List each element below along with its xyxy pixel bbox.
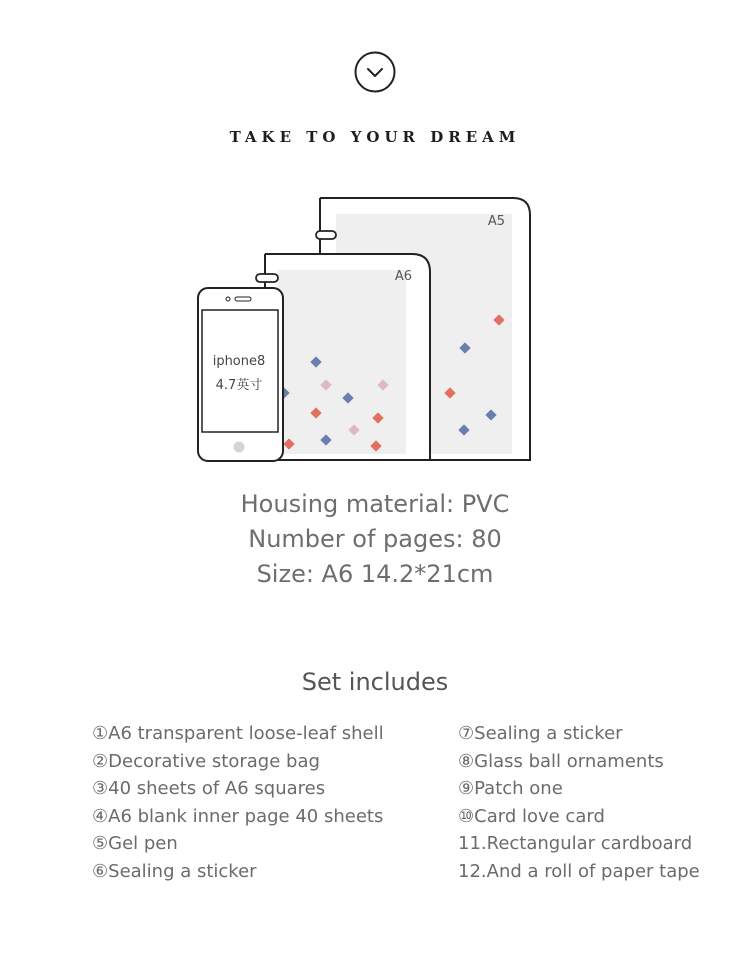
list-item: ⑦Sealing a sticker (458, 723, 623, 744)
spec-pages: Number of pages: 80 (248, 525, 502, 553)
list-item: ④A6 blank inner page 40 sheets (92, 805, 384, 827)
list-item: ⑥Sealing a sticker (92, 860, 257, 882)
list-item: ⑨Patch one (458, 778, 563, 799)
list-item: ⑩Card love card (458, 805, 605, 827)
includes-list-right (458, 720, 700, 885)
list-item: 11.Rectangular cardboard (458, 833, 693, 854)
phone-size-label: 4.7英寸 (215, 378, 263, 393)
phone-model-label: iphone8 (212, 354, 266, 369)
spec-material: Housing material: PVC (240, 490, 510, 518)
includes-list-left (92, 720, 384, 885)
set-includes-title: Set includes (301, 668, 449, 696)
list-item: ⑧Glass ball ornaments (458, 750, 664, 772)
spec-size: Size: A6 14.2*21cm (256, 560, 494, 588)
list-item: ①A6 transparent loose-leaf shell (92, 723, 384, 744)
chevron-down-icon[interactable] (354, 51, 396, 93)
list-item: ②Decorative storage bag (92, 750, 320, 772)
phone-icon (198, 288, 283, 461)
tagline: TAKE TO YOUR DREAM (229, 128, 521, 146)
list-item: ③40 sheets of A6 squares (92, 778, 326, 799)
list-item: 12.And a roll of paper tape (458, 860, 700, 882)
a5-label: A5 (487, 214, 505, 229)
a6-label: A6 (394, 269, 412, 284)
size-comparison-illustration (190, 190, 540, 470)
list-item: ⑤Gel pen (92, 833, 178, 854)
